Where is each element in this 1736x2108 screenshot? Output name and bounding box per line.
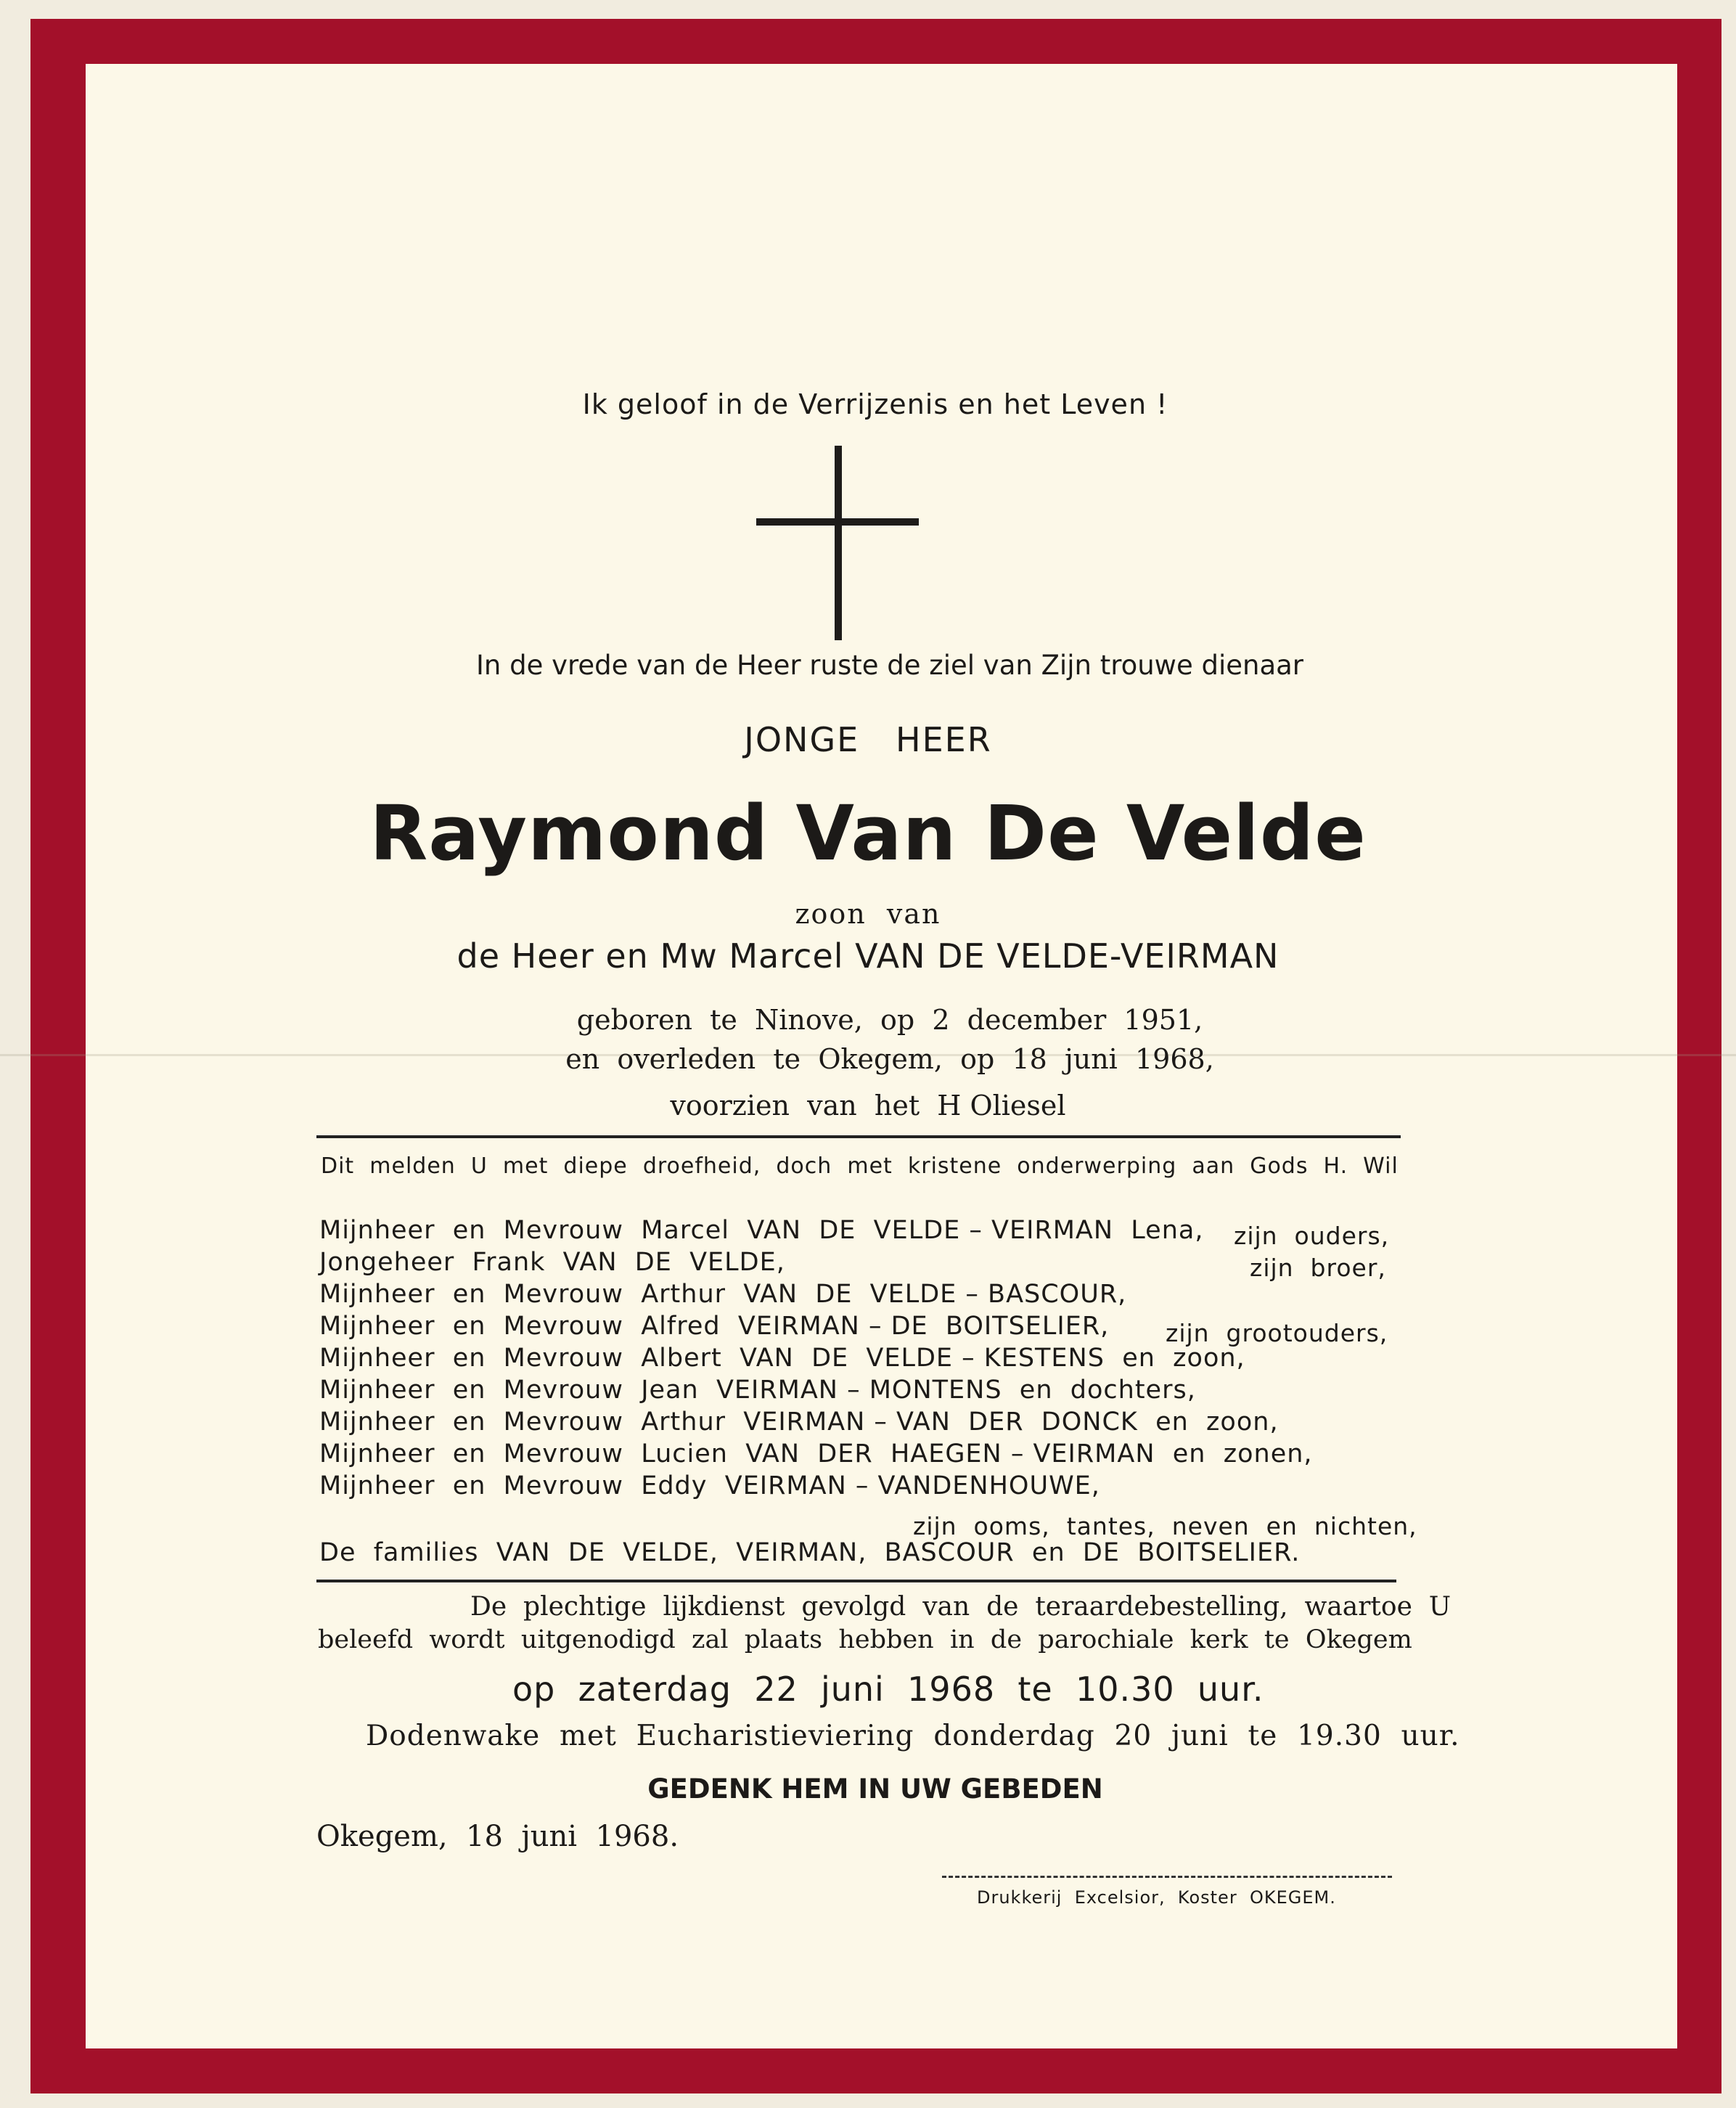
son-of-line: zoon van: [795, 898, 941, 930]
funeral-line-2: beleefd wordt uitgenodigd zal plaats hebben in de parochiale kerk te Okegem: [318, 1625, 1412, 1654]
family-role: zijn broer,: [1250, 1254, 1386, 1282]
faith-line: Ik geloof in de Verrijzenis en het Leven !: [582, 388, 1168, 420]
family-name: Mijnheer en Mevrouw Arthur VEIRMAN – VAN DER DONCK en zoon,: [319, 1408, 1279, 1437]
title-jonge-heer: JONGE HEER: [744, 720, 992, 759]
family-role: zijn ouders,: [1234, 1222, 1390, 1250]
relatives-role: zijn ooms, tantes, neven en nichten,: [913, 1512, 1417, 1540]
family-role: zijn grootouders,: [1166, 1319, 1388, 1347]
family-name: Mijnheer en Mevrouw Eddy VEIRMAN – VANDENHOUWE,: [319, 1471, 1100, 1500]
families-line: De families VAN DE VELDE, VEIRMAN, BASCOUR en DE BOITSELIER.: [319, 1538, 1301, 1567]
printer-divider: [942, 1876, 1392, 1878]
parents-line: de Heer en Mw Marcel VAN DE VELDE-VEIRMAN: [456, 936, 1280, 976]
born-line: geboren te Ninove, op 2 december 1951,: [576, 1004, 1203, 1036]
died-line: en overleden te Okegem, op 18 juni 1968,: [565, 1043, 1214, 1075]
family-name: Mijnheer en Mevrouw Marcel VAN DE VELDE – VEIRMAN Lena,: [319, 1216, 1204, 1245]
funeral-date: op zaterdag 22 juni 1968 te 10.30 uur.: [512, 1670, 1264, 1709]
intro-line: In de vrede van de Heer ruste de ziel van Zijn trouwe dienaar: [475, 650, 1304, 681]
family-name: Mijnheer en Mevrouw Arthur VAN DE VELDE – BASCOUR,: [319, 1280, 1127, 1309]
family-name: Mijnheer en Mevrouw Alfred VEIRMAN – DE BOITSELIER,: [319, 1312, 1110, 1341]
divider-bottom: [316, 1580, 1396, 1582]
family-name: Mijnheer en Mevrouw Albert VAN DE VELDE – KESTENS en zoon,: [319, 1344, 1245, 1373]
wake-line: Dodenwake met Eucharistieviering donderdag 20 juni te 19.30 uur.: [366, 1720, 1460, 1752]
funeral-line-1: De plechtige lijkdienst gevolgd van de teraardebestelling, waartoe U: [470, 1592, 1452, 1622]
family-name: Jongeheer Frank VAN DE VELDE,: [319, 1248, 785, 1277]
sacrament-line: voorzien van het H Oliesel: [670, 1090, 1066, 1122]
divider-top: [316, 1135, 1401, 1138]
printer-credit: Drukkerij Excelsior, Koster OKEGEM.: [977, 1887, 1336, 1908]
family-name: Mijnheer en Mevrouw Jean VEIRMAN – MONTENS en dochters,: [319, 1376, 1196, 1405]
announcement-line: Dit melden U met diepe droefheid, doch met kristene onderwerping aan Gods H. Wil: [321, 1153, 1399, 1179]
deceased-name: Raymond Van De Velde: [369, 789, 1367, 878]
prayer-line: GEDENK HEM IN UW GEBEDEN: [647, 1773, 1103, 1805]
family-name: Mijnheer en Mevrouw Lucien VAN DER HAEGEN – VEIRMAN en zonen,: [319, 1439, 1313, 1468]
place-date: Okegem, 18 juni 1968.: [316, 1820, 679, 1853]
